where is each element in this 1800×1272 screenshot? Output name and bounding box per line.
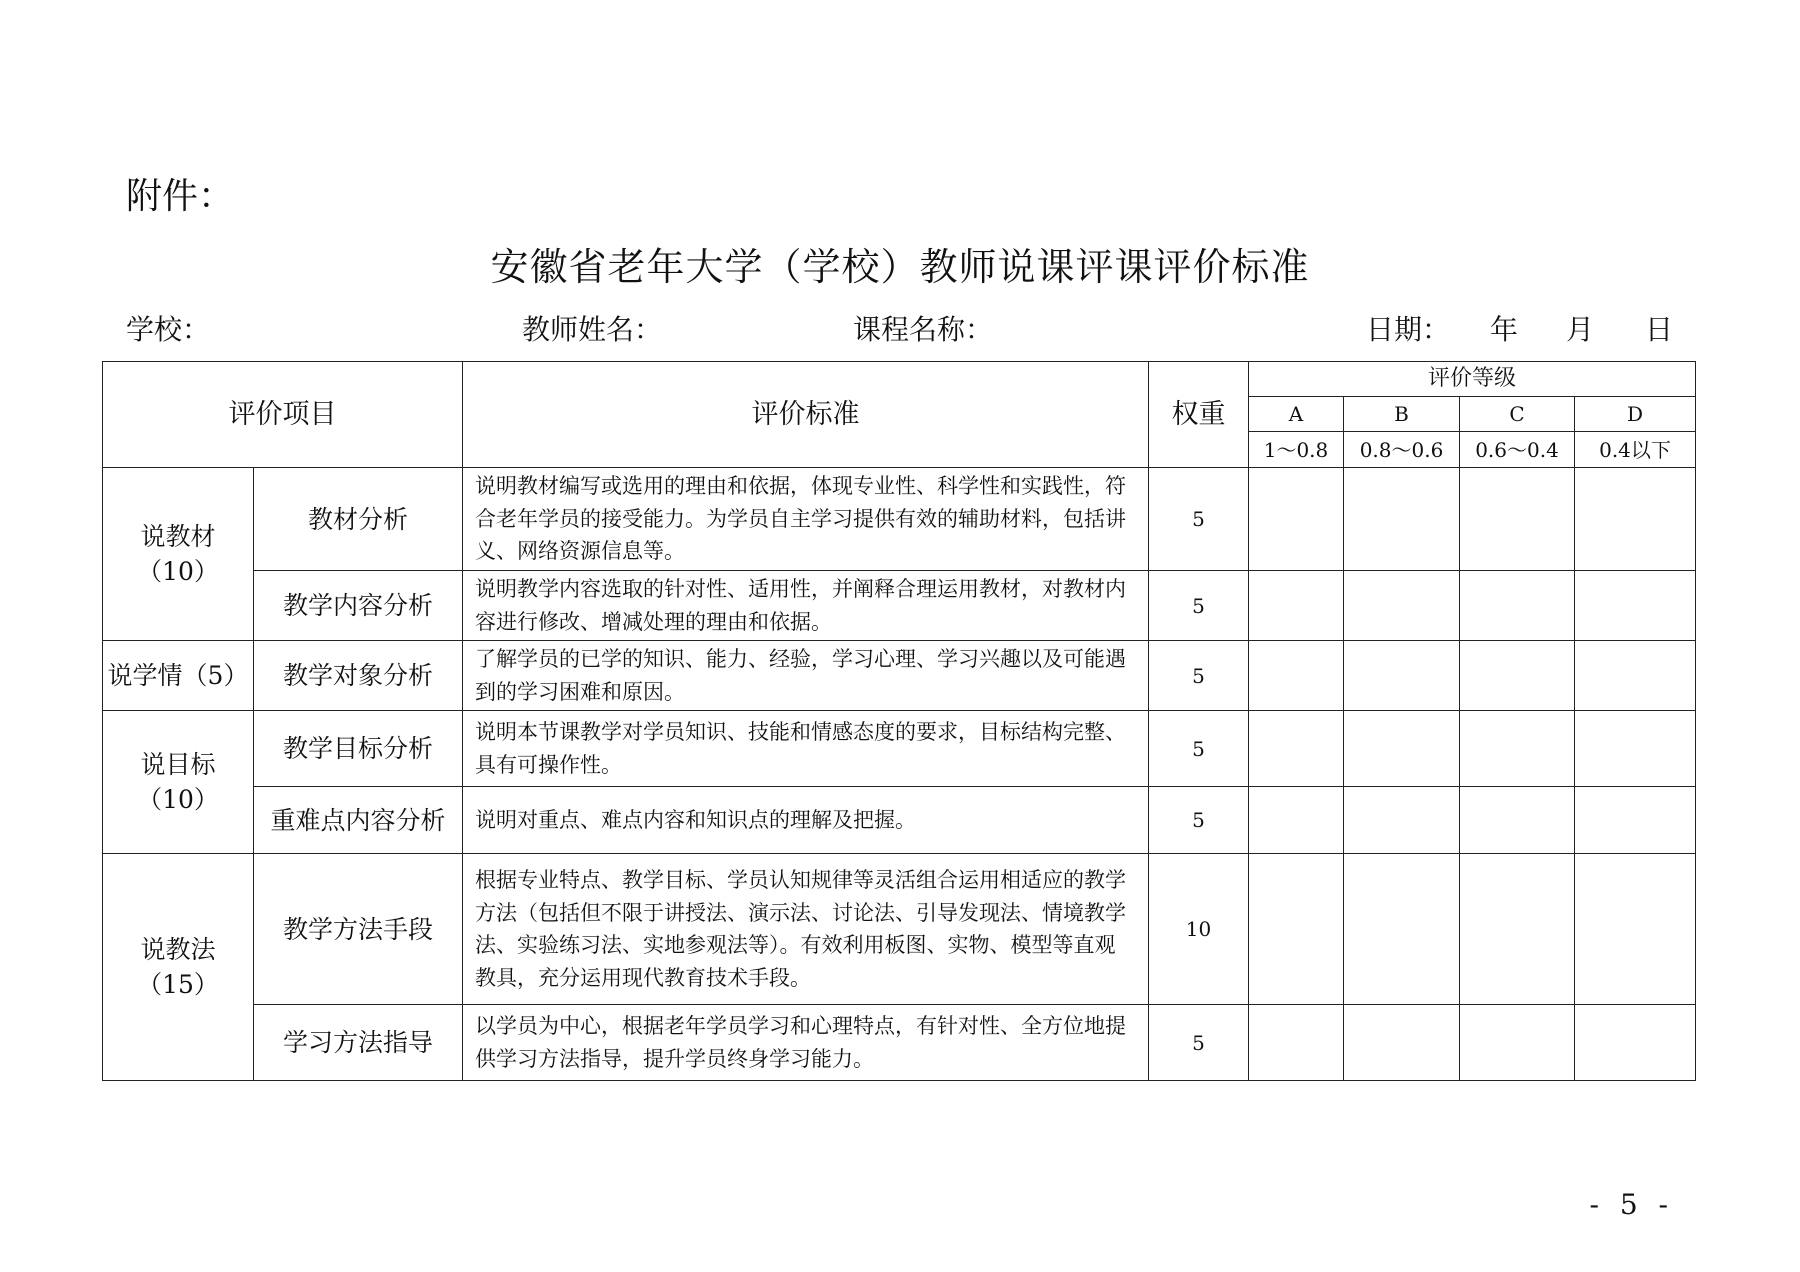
grade-c: C xyxy=(1460,397,1575,432)
range-a: 1～0.8 xyxy=(1249,432,1344,468)
item-weight: 5 xyxy=(1149,787,1249,854)
header-row xyxy=(103,362,1696,397)
score-cell-a[interactable] xyxy=(1249,641,1344,711)
range-c: 0.6～0.4 xyxy=(1460,432,1575,468)
item-standard: 说明对重点、难点内容和知识点的理解及把握。 xyxy=(463,787,1149,854)
item-name: 教学方法手段 xyxy=(254,854,463,1005)
course-name-label: 课程名称： xyxy=(853,313,994,346)
grade-d: D xyxy=(1575,397,1696,432)
item-name: 学习方法指导 xyxy=(254,1005,463,1081)
header-standard: 评价标准 xyxy=(463,362,1149,468)
attachment-label: 附件： xyxy=(126,176,235,217)
range-b: 0.8～0.6 xyxy=(1344,432,1460,468)
page-number: - 5 - xyxy=(1589,1188,1674,1221)
document-title: 安徽省老年大学（学校）教师说课评课评价标准 xyxy=(490,245,1310,289)
score-cell-c[interactable] xyxy=(1460,571,1575,641)
score-cell-d[interactable] xyxy=(1575,787,1696,854)
month-label: 月 xyxy=(1566,313,1595,346)
score-cell-b[interactable] xyxy=(1344,468,1460,571)
table-row xyxy=(103,787,1696,854)
score-cell-c[interactable] xyxy=(1460,787,1575,854)
score-cell-d[interactable] xyxy=(1575,641,1696,711)
item-name: 教学目标分析 xyxy=(254,711,463,787)
evaluation-table xyxy=(102,361,1696,1081)
category-textbook xyxy=(103,468,254,641)
item-weight: 5 xyxy=(1149,711,1249,787)
score-cell-b[interactable] xyxy=(1344,854,1460,1005)
score-cell-b[interactable] xyxy=(1344,571,1460,641)
item-standard: 根据专业特点、教学目标、学员认知规律等灵活组合运用相适应的教学方法（包括但不限于讲授法、演示法、讨论法、引导发现法、情境教学法、实验练习法、实地参观法等）。有效利用板图、实物、模型等直观教具，充分运用现代教育技术手段。 xyxy=(463,854,1149,1005)
category-name: 说目标 xyxy=(140,750,216,780)
range-d: 0.4以下 xyxy=(1575,432,1696,468)
item-name: 教学对象分析 xyxy=(254,641,463,711)
table-row xyxy=(103,468,1696,571)
table-row xyxy=(103,854,1696,1005)
grade-b: B xyxy=(1344,397,1460,432)
category-score: （10） xyxy=(137,557,219,587)
day-label: 日 xyxy=(1645,313,1674,346)
score-cell-a[interactable] xyxy=(1249,787,1344,854)
teacher-name-label: 教师姓名： xyxy=(522,313,663,346)
header-weight: 权重 xyxy=(1149,362,1249,468)
score-cell-d[interactable] xyxy=(1575,854,1696,1005)
item-name: 教材分析 xyxy=(254,468,463,571)
score-cell-b[interactable] xyxy=(1344,711,1460,787)
item-weight: 5 xyxy=(1149,468,1249,571)
category-name: 说教材 xyxy=(140,522,216,552)
score-cell-a[interactable] xyxy=(1249,711,1344,787)
category-methods xyxy=(103,854,254,1081)
item-standard: 说明教材编写或选用的理由和依据，体现专业性、科学性和实践性，符合老年学员的接受能力。为学员自主学习提供有效的辅助材料，包括讲义、网络资源信息等。 xyxy=(463,468,1149,571)
score-cell-c[interactable] xyxy=(1460,1005,1575,1081)
score-cell-a[interactable] xyxy=(1249,571,1344,641)
item-weight: 5 xyxy=(1149,1005,1249,1081)
item-weight: 10 xyxy=(1149,854,1249,1005)
category-score: （15） xyxy=(137,970,219,1000)
school-label: 学校： xyxy=(126,313,211,346)
item-standard: 了解学员的已学的知识、能力、经验，学习心理、学习兴趣以及可能遇到的学习困难和原因。 xyxy=(463,641,1149,711)
score-cell-a[interactable] xyxy=(1249,468,1344,571)
score-cell-b[interactable] xyxy=(1344,787,1460,854)
score-cell-d[interactable] xyxy=(1575,468,1696,571)
item-standard: 说明教学内容选取的针对性、适用性，并阐释合理运用教材，对教材内容进行修改、增减处理的理由和依据。 xyxy=(463,571,1149,641)
category-objectives xyxy=(103,711,254,854)
category-name: 说教法 xyxy=(140,935,216,965)
score-cell-c[interactable] xyxy=(1460,711,1575,787)
item-weight: 5 xyxy=(1149,571,1249,641)
score-cell-a[interactable] xyxy=(1249,854,1344,1005)
score-cell-d[interactable] xyxy=(1575,1005,1696,1081)
item-name: 教学内容分析 xyxy=(254,571,463,641)
header-grade: 评价等级 xyxy=(1249,362,1696,397)
table-row xyxy=(103,571,1696,641)
score-cell-c[interactable] xyxy=(1460,468,1575,571)
score-cell-b[interactable] xyxy=(1344,641,1460,711)
table-row xyxy=(103,1005,1696,1081)
category-learners xyxy=(103,641,254,711)
item-standard: 说明本节课教学对学员知识、技能和情感态度的要求，目标结构完整、具有可操作性。 xyxy=(463,711,1149,787)
date-label: 日期： xyxy=(1366,313,1451,346)
header-item: 评价项目 xyxy=(103,362,463,468)
category-score: （10） xyxy=(137,785,219,815)
table-row xyxy=(103,711,1696,787)
item-name: 重难点内容分析 xyxy=(254,787,463,854)
score-cell-c[interactable] xyxy=(1460,641,1575,711)
score-cell-b[interactable] xyxy=(1344,1005,1460,1081)
item-weight: 5 xyxy=(1149,641,1249,711)
category-name: 说学情（5） xyxy=(107,661,249,691)
grade-a: A xyxy=(1249,397,1344,432)
score-cell-d[interactable] xyxy=(1575,711,1696,787)
item-standard: 以学员为中心，根据老年学员学习和心理特点，有针对性、全方位地提供学习方法指导，提升学员终身学习能力。 xyxy=(463,1005,1149,1081)
score-cell-a[interactable] xyxy=(1249,1005,1344,1081)
score-cell-c[interactable] xyxy=(1460,854,1575,1005)
table-row xyxy=(103,641,1696,711)
score-cell-d[interactable] xyxy=(1575,571,1696,641)
year-label: 年 xyxy=(1490,313,1519,346)
